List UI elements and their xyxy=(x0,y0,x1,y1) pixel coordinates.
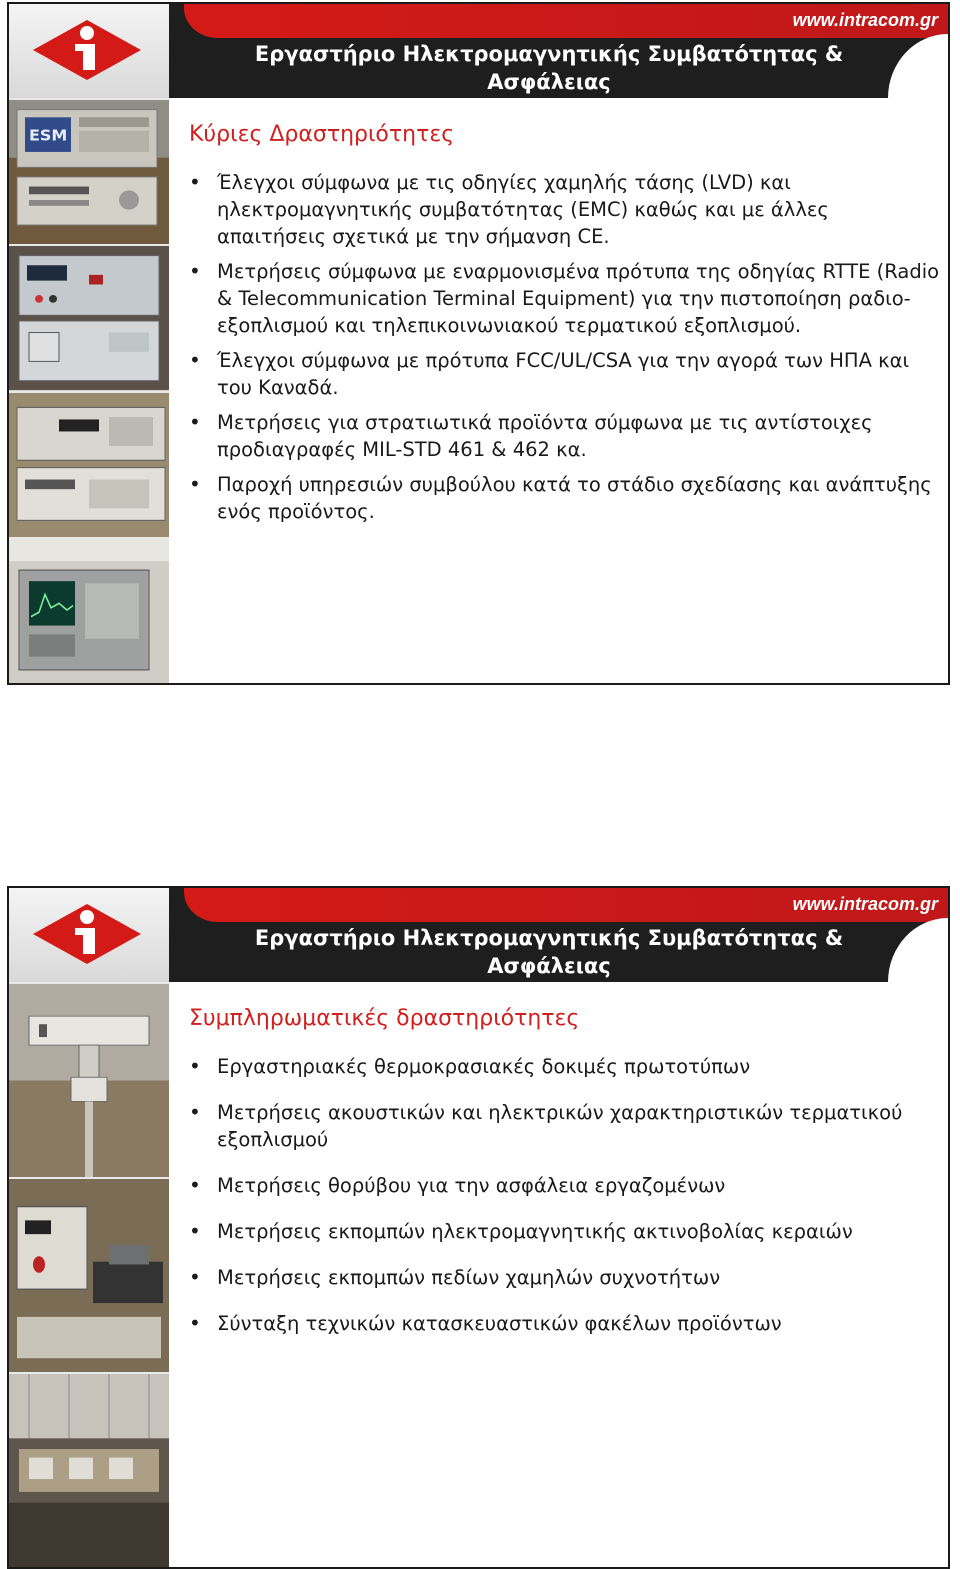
slide-title xyxy=(199,40,899,124)
photo-column xyxy=(9,98,169,683)
bullet-item: • Σύνταξη τεχνικών κατασκευαστικών φακέλων προϊόντων xyxy=(187,1310,940,1337)
slide-content xyxy=(187,114,940,533)
slide-title-line-2: - Δραστηριότητες xyxy=(444,98,654,122)
bullet-item: • Μετρήσεις εκπομπών πεδίων χαμηλών συχνοτήτων xyxy=(187,1264,940,1291)
bullet-list xyxy=(187,1053,940,1337)
section-heading: Κύριες Δραστηριότητες xyxy=(189,122,455,147)
bullet-item: • Μετρήσεις εκπομπών ηλεκτρομαγνητικής ακτινοβολίας κεραιών xyxy=(187,1218,940,1245)
photo-acoustic-test xyxy=(9,1177,169,1372)
bullet-item: • Μετρήσεις σύμφωνα με εναρμονισμένα πρότυπα της οδηγίας RTTE (Radio & Telecommunication Terminal Equipment) για την πιστοποίηση ραδιο-εξοπλισμού και τηλεπικοινωνιακού τερματικού εξοπλισμού. xyxy=(187,258,940,339)
slide-header xyxy=(169,888,948,1006)
slide-2 xyxy=(7,886,950,1569)
bullet-item: • Έλεγχοι σύμφωνα με πρότυπα FCC/UL/CSA για την αγορά των ΗΠΑ και του Καναδά. xyxy=(187,347,940,401)
photo-lab-bench xyxy=(9,1372,169,1567)
photo-test-generator xyxy=(9,244,169,390)
photo-spectrum-analyzer xyxy=(9,537,169,683)
photo-power-analyzer xyxy=(9,391,169,537)
slide-1 xyxy=(7,2,950,685)
slide-title-line-1: Εργαστήριο Ηλεκτρομαγνητικής Συμβατότητας & Ασφάλειας xyxy=(254,42,844,94)
photo-column xyxy=(9,982,169,1567)
slide-content xyxy=(187,998,940,1356)
bullet-item: • Μετρήσεις ακουστικών και ηλεκτρικών χαρακτηριστικών τερματικού εξοπλισμού xyxy=(187,1099,940,1153)
bullet-item: • Παροχή υπηρεσιών συμβούλου κατά το στάδιο σχεδίασης και ανάπτυξης ενός προϊόντος. xyxy=(187,471,940,525)
photo-antenna-mast xyxy=(9,982,169,1177)
bullet-item: • Έλεγχοι σύμφωνα με τις οδηγίες χαμηλής τάσης (LVD) και ηλεκτρομαγνητικής συμβατότητας (EMC) καθώς και με άλλες απαιτήσεις σχετικά με την σήμανση CE. xyxy=(187,169,940,250)
bullet-item: • Μετρήσεις θορύβου για την ασφάλεια εργαζομένων xyxy=(187,1172,940,1199)
site-url[interactable]: www.intracom.gr xyxy=(792,10,938,30)
section-heading: Συμπληρωματικές δραστηριότητες xyxy=(189,1006,580,1031)
slide-title-line-1: Εργαστήριο Ηλεκτρομαγνητικής Συμβατότητας & Ασφάλειας xyxy=(254,926,844,978)
intracom-logo xyxy=(9,4,169,98)
slide-header xyxy=(169,4,948,122)
intracom-logo xyxy=(9,888,169,982)
esm-screen-label: ESM xyxy=(29,125,68,145)
intracom-logo-icon xyxy=(31,902,143,966)
photo-emc-receiver xyxy=(9,98,169,244)
bullet-list xyxy=(187,169,940,525)
slide-title-line-2: - Δραστηριότητες xyxy=(444,982,654,1006)
intracom-logo-icon xyxy=(31,18,143,82)
site-url[interactable]: www.intracom.gr xyxy=(792,894,938,914)
bullet-item: • Εργαστηριακές θερμοκρασιακές δοκιμές πρωτοτύπων xyxy=(187,1053,940,1080)
slide-title xyxy=(199,924,899,1008)
bullet-item: • Μετρήσεις για στρατιωτικά προϊόντα σύμφωνα με τις αντίστοιχες προδιαγραφές MIL-STD 461 & 462 κα. xyxy=(187,409,940,463)
